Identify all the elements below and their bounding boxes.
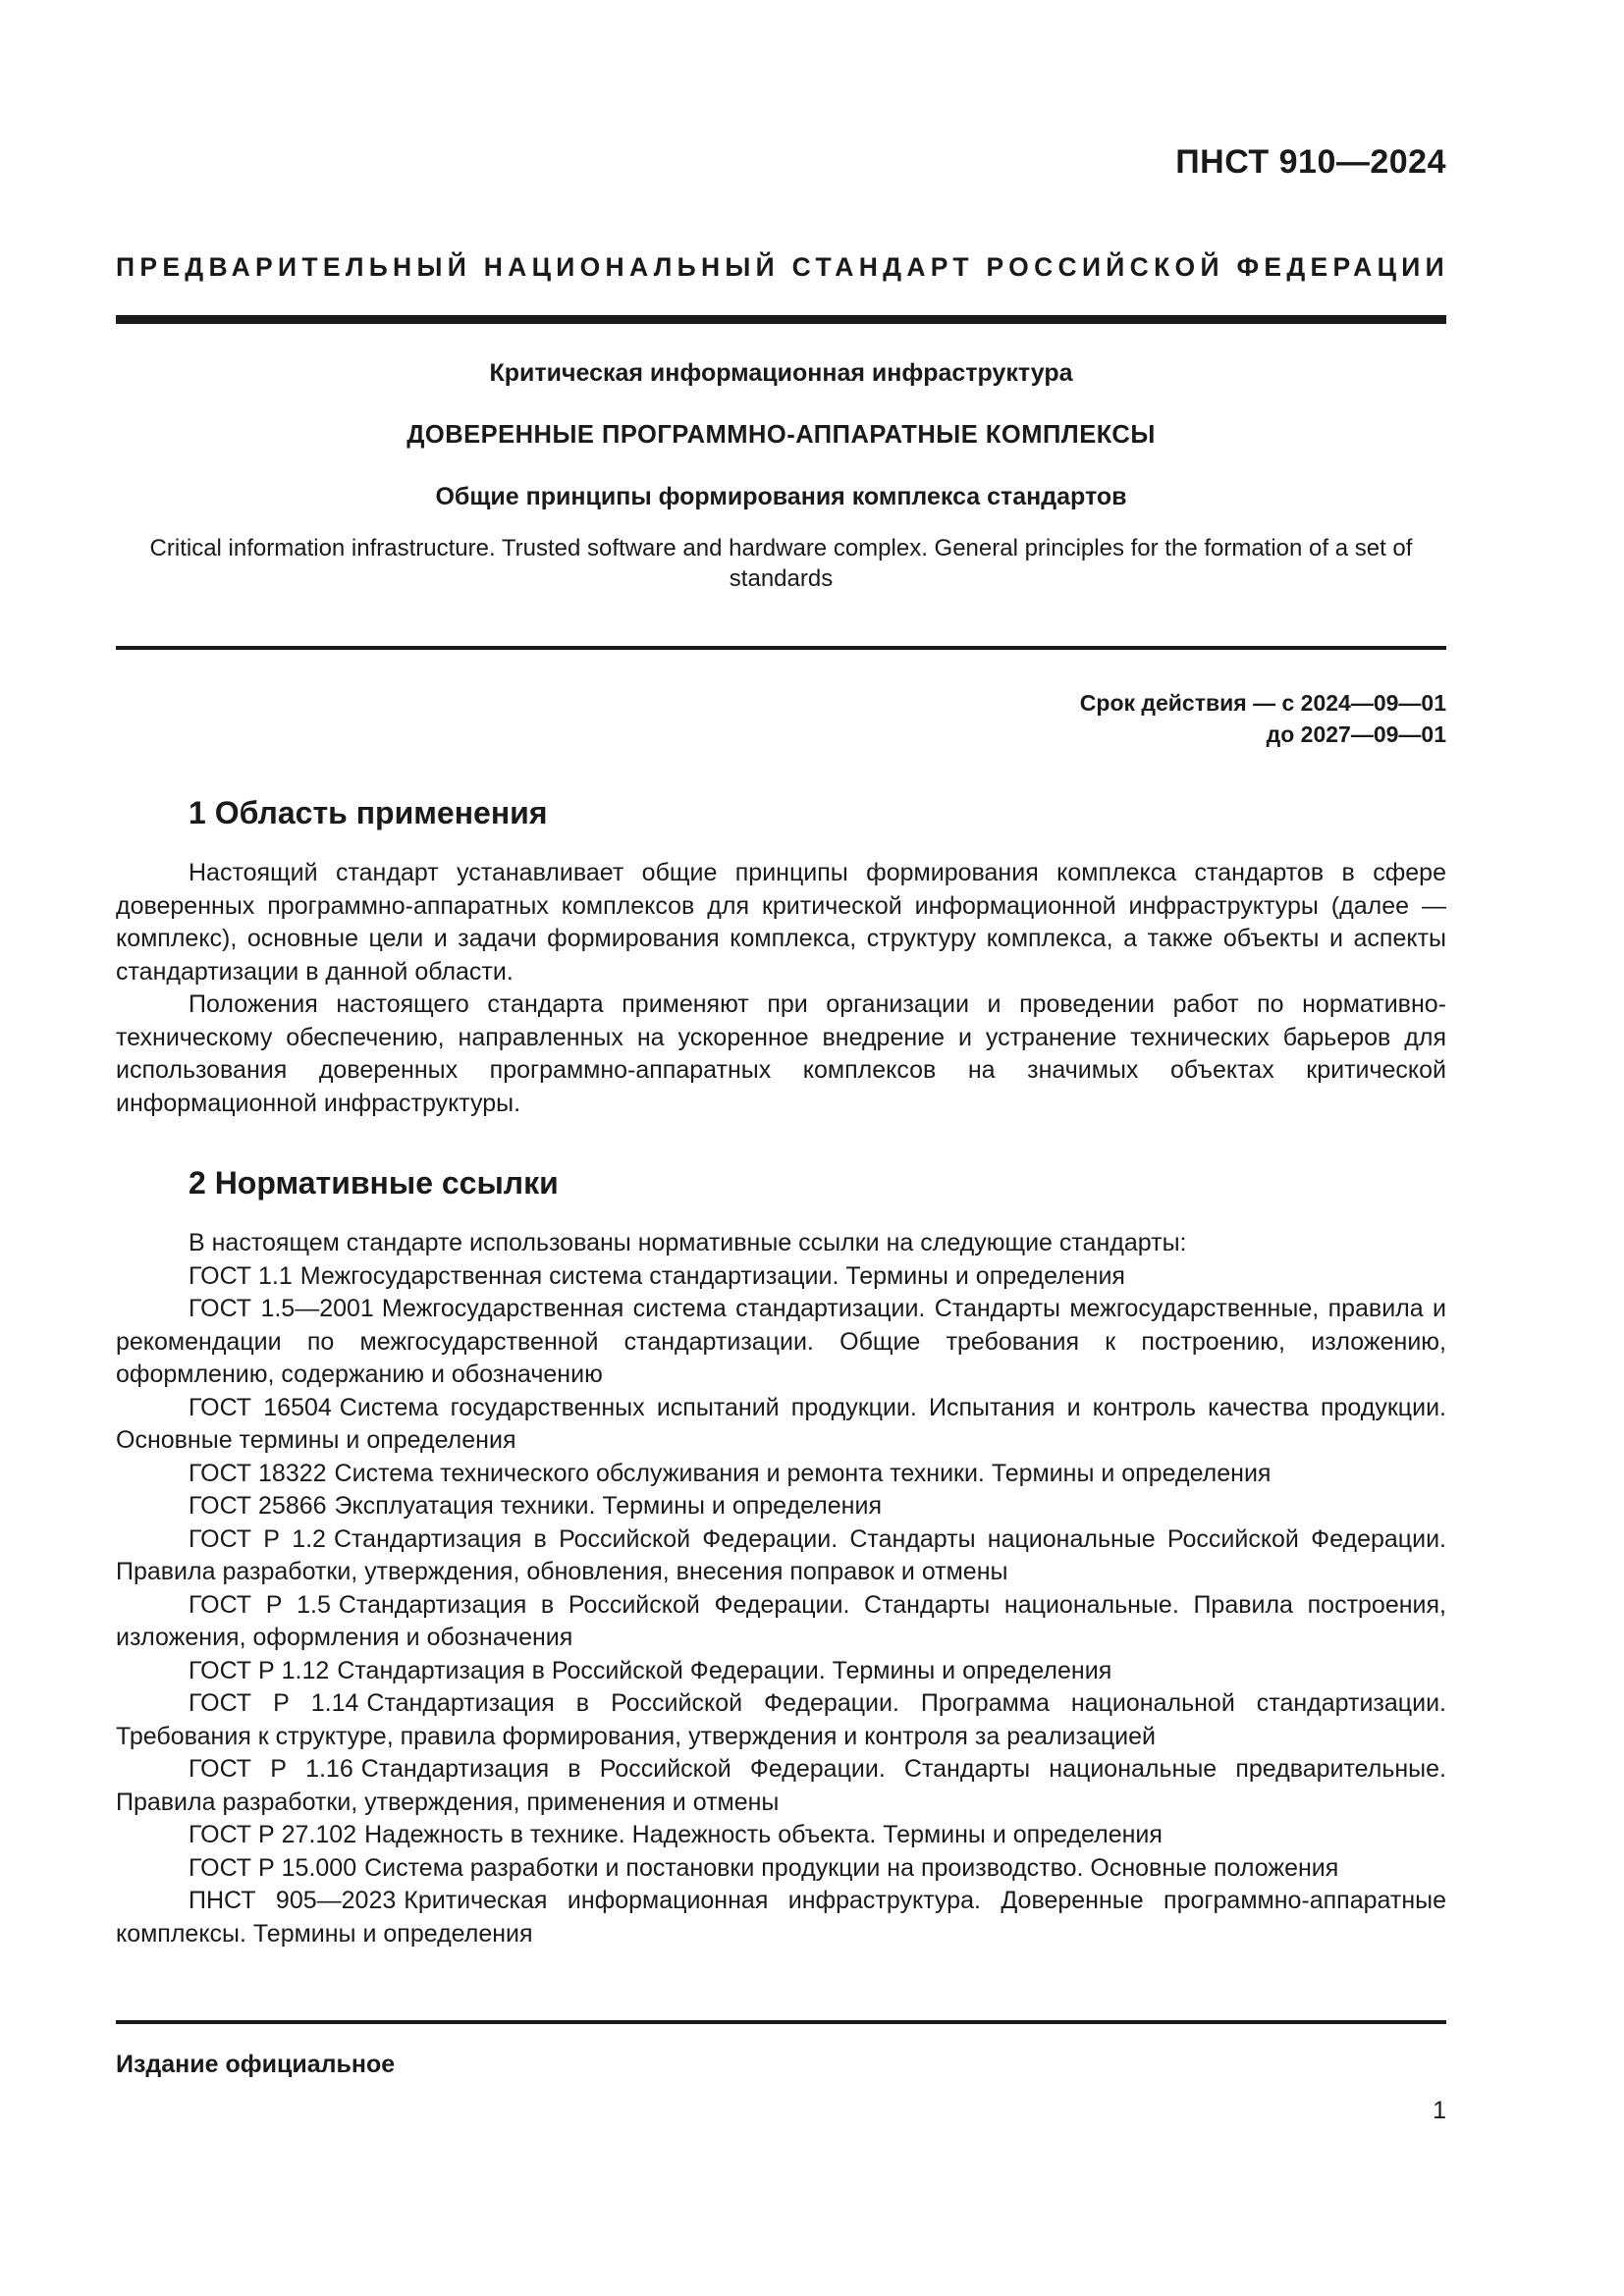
header-divider bbox=[116, 315, 1446, 324]
page-number: 1 bbox=[1433, 2097, 1446, 2124]
title-line-1: Критическая информационная инфраструктура bbox=[489, 359, 1073, 387]
validity-from: Срок действия — с 2024—09—01 bbox=[1079, 690, 1446, 716]
footer-divider bbox=[116, 2020, 1446, 2024]
reference-item: ГОСТ 25866 Эксплуатация техники. Термины и определения bbox=[189, 1492, 882, 1520]
reference-item: ГОСТ 1.1 Межгосударственная система стандартизации. Термины и определения bbox=[189, 1261, 1125, 1290]
section-normative-references bbox=[116, 1161, 1446, 1950]
title-line-3: Общие принципы формирования комплекса стандартов bbox=[435, 483, 1127, 510]
section-2-title: 2 Нормативные ссылки bbox=[189, 1165, 559, 1201]
title-divider bbox=[116, 646, 1446, 650]
reference-item: ГОСТ 1.5—2001 Межгосударственная система стандартизации. Стандарты межгосударственные, правила и рекомендации по межгосударственной стандартизации. Общие требования к построению, изложению, оформлению, содержанию и обозначению bbox=[116, 1295, 1447, 1388]
section-scope bbox=[116, 791, 1446, 1120]
references-list bbox=[116, 1260, 1446, 1951]
reference-item: ГОСТ Р 1.5 Стандартизация в Российской Федерации. Стандарты национальные. Правила построения, изложения, оформления и обозначения bbox=[116, 1590, 1446, 1651]
title-block bbox=[116, 355, 1446, 594]
reference-item: ГОСТ Р 1.14 Стандартизация в Российской Федерации. Программа национальной стандартизации. Требования к структуре, правила формирования, утверждения и контроля за реализацией bbox=[116, 1689, 1446, 1750]
validity-period bbox=[1080, 687, 1446, 750]
document-number: ПНСТ 910—2024 bbox=[1175, 143, 1446, 181]
reference-item: ГОСТ Р 1.2 Стандартизация в Российской Федерации. Стандарты национальные Российской Федерации. Правила разработки, утверждения, обновления, внесения поправок и отмены bbox=[116, 1524, 1446, 1585]
section-1-title: 1 Область применения bbox=[189, 795, 548, 830]
official-edition-label: Издание официальное bbox=[116, 2051, 396, 2078]
references-intro: В настоящем стандарте использованы нормативные ссылки на следующие стандарты: bbox=[189, 1229, 1187, 1256]
standard-type-heading: ПРЕДВАРИТЕЛЬНЫЙ НАЦИОНАЛЬНЫЙ СТАНДАРТ РОССИЙСКОЙ ФЕДЕРАЦИИ bbox=[116, 252, 1449, 282]
title-english: Critical information infrastructure. Trusted software and hardware complex. General principles for the formation of a set of standards bbox=[149, 535, 1413, 592]
reference-item: ГОСТ Р 1.12 Стандартизация в Российской Федерации. Термины и определения bbox=[189, 1656, 1112, 1684]
validity-to: до 2027—09—01 bbox=[1266, 721, 1446, 747]
section-1-paragraph-2: Положения настоящего стандарта применяют при организации и проведении работ по нормативно-техническому обеспечению, направленных на ускоренное внедрение и устранение технических барьеров для использования доверенных программно-аппаратных комплексов на значимых объектах критической информационной инфраструктуры. bbox=[116, 990, 1446, 1117]
reference-item: ГОСТ 16504 Система государственных испытаний продукции. Испытания и контроль качества продукции. Основные термины и определения bbox=[116, 1393, 1446, 1454]
title-line-2: ДОВЕРЕННЫЕ ПРОГРАММНО-АППАРАТНЫЕ КОМПЛЕКСЫ bbox=[406, 421, 1156, 449]
reference-item: ГОСТ 18322 Система технического обслуживания и ремонта техники. Термины и определения bbox=[189, 1459, 1272, 1487]
reference-item: ПНСТ 905—2023 Критическая информационная инфраструктура. Доверенные программно-аппаратные комплексы. Термины и определения bbox=[116, 1887, 1447, 1948]
section-1-paragraph-1: Настоящий стандарт устанавливает общие принципы формирования комплекса стандартов в сфере доверенных программно-аппаратных комплексов для критической информационной инфраструктуры (далее — комплекс), основные цели и задачи формирования комплекса, структуру комплекса, а также объекты и аспекты стандартизации в данной области. bbox=[116, 859, 1446, 986]
reference-item: ГОСТ Р 1.16 Стандартизация в Российской Федерации. Стандарты национальные предварительные. Правила разработки, утверждения, применения и отмены bbox=[116, 1755, 1446, 1816]
reference-item: ГОСТ Р 27.102 Надежность в технике. Надежность объекта. Термины и определения bbox=[189, 1821, 1163, 1848]
reference-item: ГОСТ Р 15.000 Система разработки и постановки продукции на производство. Основные положения bbox=[189, 1853, 1339, 1882]
